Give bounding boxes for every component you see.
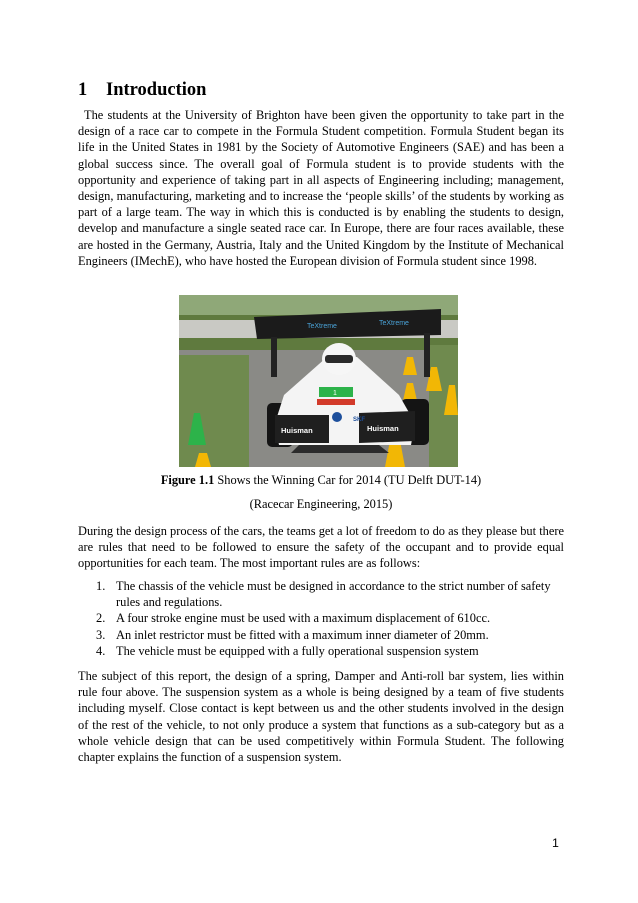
list-item: 3. An inlet restrictor must be fitted with a maximum inner diameter of 20mm. (96, 627, 489, 642)
page-number: 1 (552, 836, 559, 850)
wing-logo-left: TeXtreme (307, 323, 337, 330)
rules-intro-paragraph: During the design process of the cars, the teams get a lot of freedom to do as they please but there are rules that need to be followed to ensure the safety of the occupant and to provide equal opportunities for each team. The most important rules are as follows: (78, 524, 564, 571)
nose-logo: SKF (353, 417, 365, 423)
list-item: 2. A four stroke engine must be used with a maximum displacement of 610cc. (96, 611, 491, 626)
race-car-photo (179, 295, 458, 467)
list-item: 4. The vehicle must be equipped with a fully operational suspension system (96, 643, 479, 658)
figure-caption-text: Shows the Winning Car for 2014 (TU Delft DUT-14) (214, 473, 482, 487)
sidepod-logo-left: Huisman (281, 426, 313, 435)
figure-source: (Racecar Engineering, 2015) (249, 497, 393, 511)
driver-helmet (322, 343, 356, 375)
list-item: 1. The chassis of the vehicle must be designed in accordance to the strict number of safety rules and regulations. (96, 579, 551, 610)
intro-paragraph (78, 107, 564, 269)
car-number: 1 (333, 390, 337, 397)
figure-label: Figure 1.1 (160, 473, 215, 487)
section-heading (78, 80, 206, 101)
section-number: 1 (78, 80, 88, 100)
sidepod-logo-right: Huisman (367, 424, 399, 433)
subject-paragraph: The subject of this report, the design of a spring, Damper and Anti-roll bar system, lies within rule four above. The suspension system as a whole is being designed by a team of five students including myself. Close contact is kept between us and the other students involved in the design of the rest of the vehicle, to not only produce a system that functions as a sub-category but as a whole vehicle design that can be used competitively within Formula Student. The following chapter explains the function of a suspension system. (78, 669, 564, 765)
rules-list (96, 578, 566, 659)
intro-paragraph-text: The students at the University of Brighton have been given the opportunity to take part in the design of a race car to compete in the Formula Student competition. Formula Student began its life in the United States in 1981 by the Society of Automotive Engineers (SAE) and has been a global success since. The overall goal of Formula student is to provide students with the opportunity and experience of taking part in all aspects of Engineering including; management, design, manufacturing, marketing and to increase the ‘people skills’ of the students by working as part of a large team. The way in which this is conducted is by enabling the students to design, develop and manufacture a single seated race car. In Europe, there are four races available, these are hosted in the Germany, Austria, Italy and the United Kingdom by the Institute of Mechanical Engineers (IMechE), who have hosted the European division of Formula student since 1998. (78, 108, 564, 268)
figure-caption (78, 473, 564, 488)
wing-logo-right: TeXtreme (379, 320, 409, 327)
section-title: Introduction (106, 80, 207, 100)
